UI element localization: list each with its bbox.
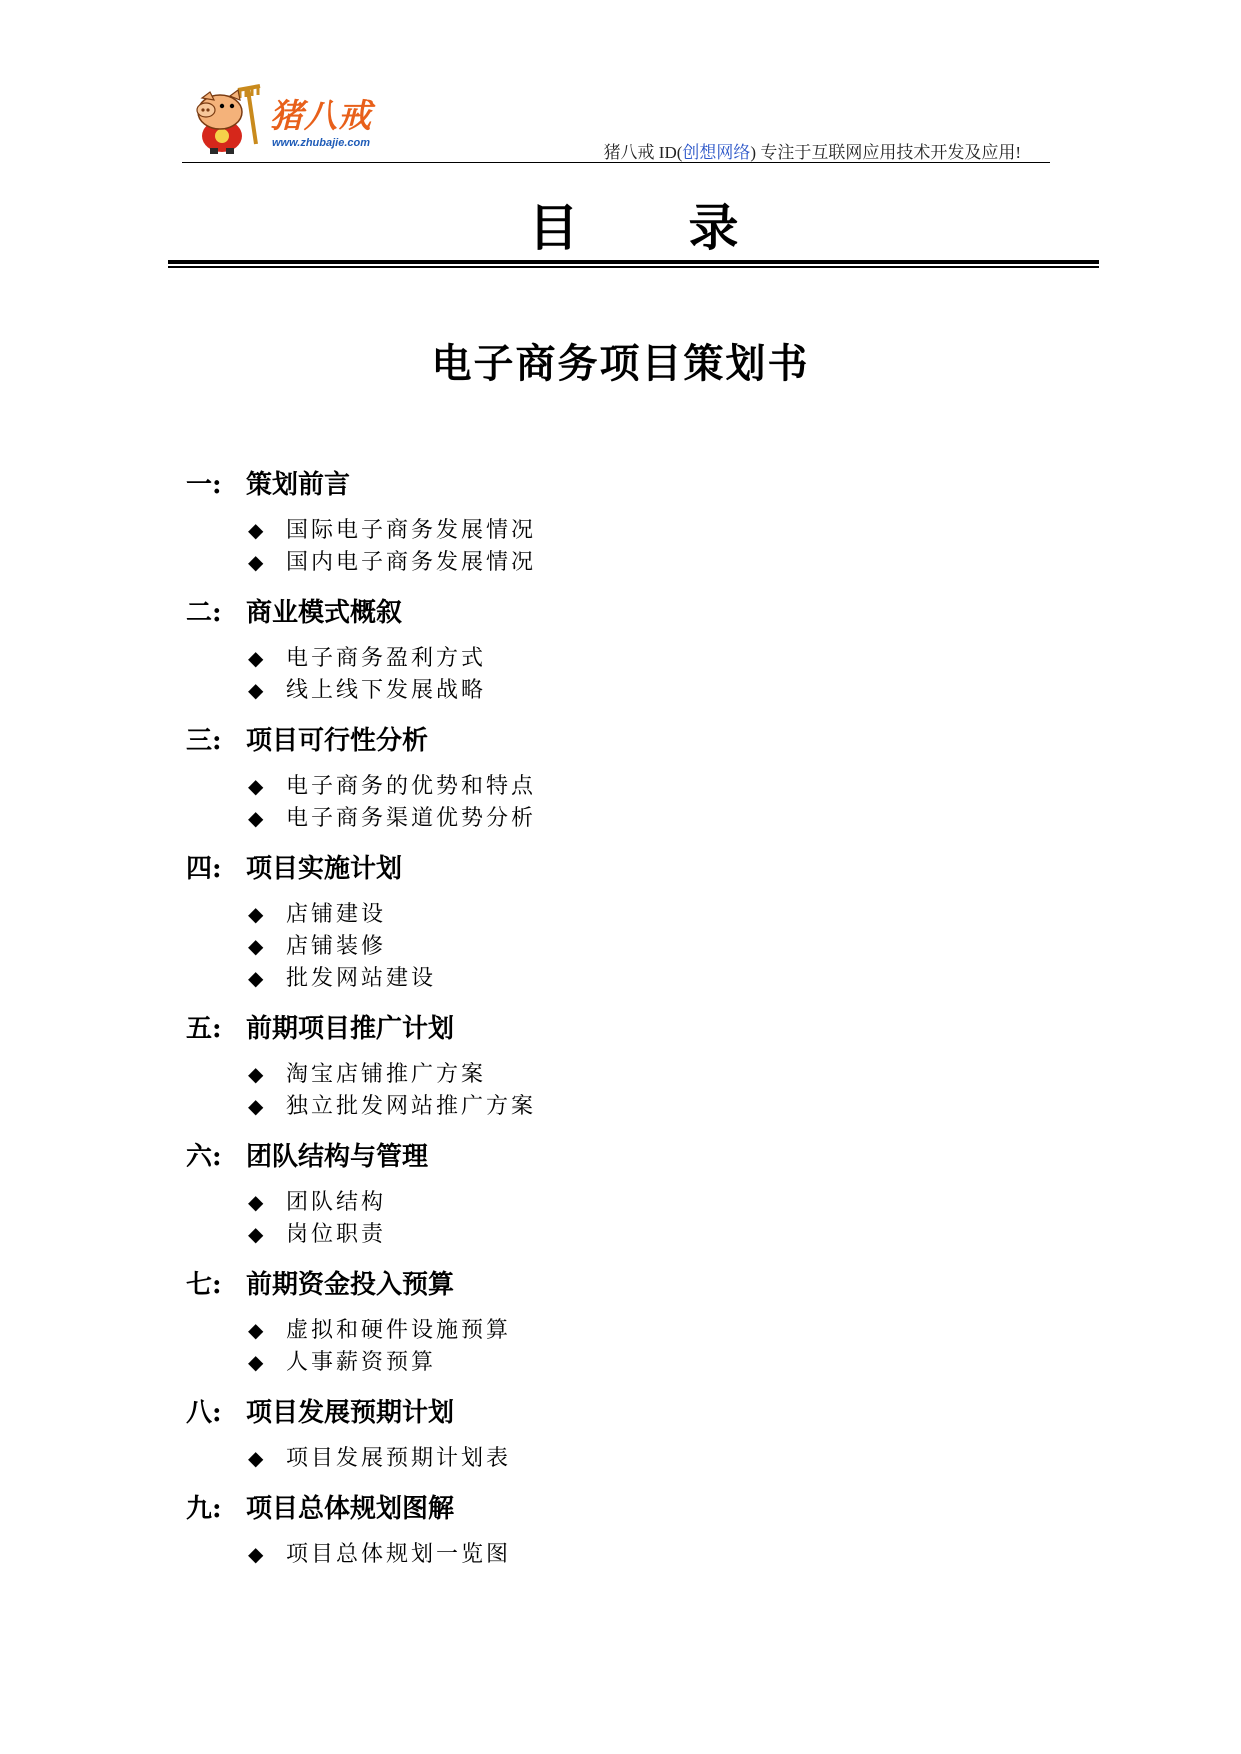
toc-item[interactable] — [248, 546, 986, 578]
toc-item[interactable] — [248, 1090, 986, 1122]
toc-section-heading[interactable] — [186, 1006, 986, 1052]
toc-item[interactable] — [248, 514, 986, 546]
toc-item-list — [186, 898, 986, 994]
toc-item-label: 线上线下发展战略 — [286, 678, 487, 703]
toc-section-heading[interactable] — [186, 462, 986, 508]
section-number: 一: — [186, 470, 222, 500]
toc-section-heading[interactable] — [186, 1390, 986, 1436]
diamond-bullet-icon: ◆ — [248, 966, 264, 990]
toc-item-label: 团队结构 — [286, 1190, 387, 1215]
section-number: 七: — [186, 1270, 222, 1300]
toc-section — [186, 462, 986, 578]
toc-item[interactable] — [248, 1314, 986, 1346]
toc-item-label: 项目发展预期计划表 — [286, 1446, 512, 1471]
toc-item-label: 淘宝店铺推广方案 — [286, 1062, 487, 1087]
toc-section — [186, 1134, 986, 1250]
toc-item[interactable] — [248, 930, 986, 962]
section-number: 九: — [186, 1494, 222, 1524]
section-title: 前期资金投入预算 — [246, 1270, 455, 1300]
section-title: 前期项目推广计划 — [246, 1014, 455, 1044]
section-number: 三: — [186, 726, 222, 756]
diamond-bullet-icon: ◆ — [248, 1446, 264, 1470]
toc-item[interactable] — [248, 674, 986, 706]
diamond-bullet-icon: ◆ — [248, 1094, 264, 1118]
toc-item-list — [186, 1314, 986, 1378]
toc-item-label: 电子商务的优势和特点 — [286, 774, 537, 799]
toc-section-heading[interactable] — [186, 1262, 986, 1308]
logo-url: www.zhubajie.com — [272, 137, 370, 149]
section-title: 项目总体规划图解 — [246, 1494, 455, 1524]
title-divider-thin — [168, 266, 1099, 268]
section-number: 二: — [186, 598, 222, 628]
toc-item-label: 批发网站建设 — [286, 966, 437, 991]
toc-item[interactable] — [248, 1538, 986, 1570]
diamond-bullet-icon: ◆ — [248, 646, 264, 670]
toc-section-heading[interactable] — [186, 1134, 986, 1180]
table-of-contents — [186, 462, 986, 1582]
toc-item-list — [186, 642, 986, 706]
toc-section — [186, 590, 986, 706]
toc-item-label: 电子商务渠道优势分析 — [286, 806, 537, 831]
toc-section — [186, 846, 986, 994]
diamond-bullet-icon: ◆ — [248, 1350, 264, 1374]
tagline-prefix: 猪八戒 ID( — [603, 143, 683, 162]
toc-item-label: 人事薪资预算 — [286, 1350, 437, 1375]
tagline-suffix: ) 专注于互联网应用技术开发及应用! — [750, 143, 1021, 162]
toc-item[interactable] — [248, 770, 986, 802]
toc-item-label: 电子商务盈利方式 — [286, 646, 487, 671]
toc-section-heading[interactable] — [186, 1486, 986, 1532]
toc-section-heading[interactable] — [186, 590, 986, 636]
header-divider — [182, 162, 1050, 163]
section-title: 团队结构与管理 — [246, 1142, 429, 1172]
toc-item-list — [186, 514, 986, 578]
toc-item[interactable] — [248, 898, 986, 930]
toc-section — [186, 1486, 986, 1570]
diamond-bullet-icon: ◆ — [248, 550, 264, 574]
diamond-bullet-icon: ◆ — [248, 518, 264, 542]
diamond-bullet-icon: ◆ — [248, 934, 264, 958]
section-title: 项目发展预期计划 — [246, 1398, 455, 1428]
toc-item-list — [186, 1058, 986, 1122]
toc-section — [186, 1390, 986, 1474]
toc-item[interactable] — [248, 1218, 986, 1250]
tagline-link[interactable]: 创想网络 — [682, 143, 751, 162]
diamond-bullet-icon: ◆ — [248, 1542, 264, 1566]
toc-item-list — [186, 1186, 986, 1250]
toc-item-label: 店铺装修 — [286, 934, 387, 959]
diamond-bullet-icon: ◆ — [248, 1062, 264, 1086]
diamond-bullet-icon: ◆ — [248, 678, 264, 702]
toc-item[interactable] — [248, 1186, 986, 1218]
diamond-bullet-icon: ◆ — [248, 1318, 264, 1342]
toc-item[interactable] — [248, 1058, 986, 1090]
toc-section-heading[interactable] — [186, 718, 986, 764]
section-number: 五: — [186, 1014, 222, 1044]
section-title: 项目实施计划 — [246, 854, 403, 884]
toc-item[interactable] — [248, 1346, 986, 1378]
toc-item-label: 虚拟和硬件设施预算 — [286, 1318, 512, 1343]
title-divider-thick — [168, 260, 1099, 264]
toc-item[interactable] — [248, 1442, 986, 1474]
toc-item-label: 岗位职责 — [286, 1222, 387, 1247]
section-number: 四: — [186, 854, 222, 884]
toc-item-label: 国际电子商务发展情况 — [286, 518, 537, 543]
toc-item-list — [186, 1442, 986, 1474]
toc-section — [186, 1262, 986, 1378]
section-number: 六: — [186, 1142, 222, 1172]
toc-item-label: 项目总体规划一览图 — [286, 1542, 512, 1567]
section-title: 策划前言 — [246, 470, 351, 500]
toc-item-label: 店铺建设 — [286, 902, 387, 927]
section-title: 项目可行性分析 — [246, 726, 429, 756]
diamond-bullet-icon: ◆ — [248, 806, 264, 830]
toc-item[interactable] — [248, 802, 986, 834]
header-tagline — [604, 138, 1021, 163]
section-number: 八: — [186, 1398, 222, 1428]
document-title: 电子商务项目策划书 — [431, 340, 810, 387]
toc-item[interactable] — [248, 962, 986, 994]
diamond-bullet-icon: ◆ — [248, 774, 264, 798]
toc-section-heading[interactable] — [186, 846, 986, 892]
toc-item-list — [186, 1538, 986, 1570]
diamond-bullet-icon: ◆ — [248, 902, 264, 926]
toc-item-label: 独立批发网站推广方案 — [286, 1094, 537, 1119]
toc-section — [186, 718, 986, 834]
toc-section — [186, 1006, 986, 1122]
toc-title: 目录 — [528, 199, 849, 257]
logo-wordmark: 猪八戒 — [270, 96, 372, 135]
section-title: 商业模式概叙 — [246, 598, 403, 628]
toc-item-list — [186, 770, 986, 834]
diamond-bullet-icon: ◆ — [248, 1222, 264, 1246]
diamond-bullet-icon: ◆ — [248, 1190, 264, 1214]
toc-item[interactable] — [248, 642, 986, 674]
toc-item-label: 国内电子商务发展情况 — [286, 550, 537, 575]
